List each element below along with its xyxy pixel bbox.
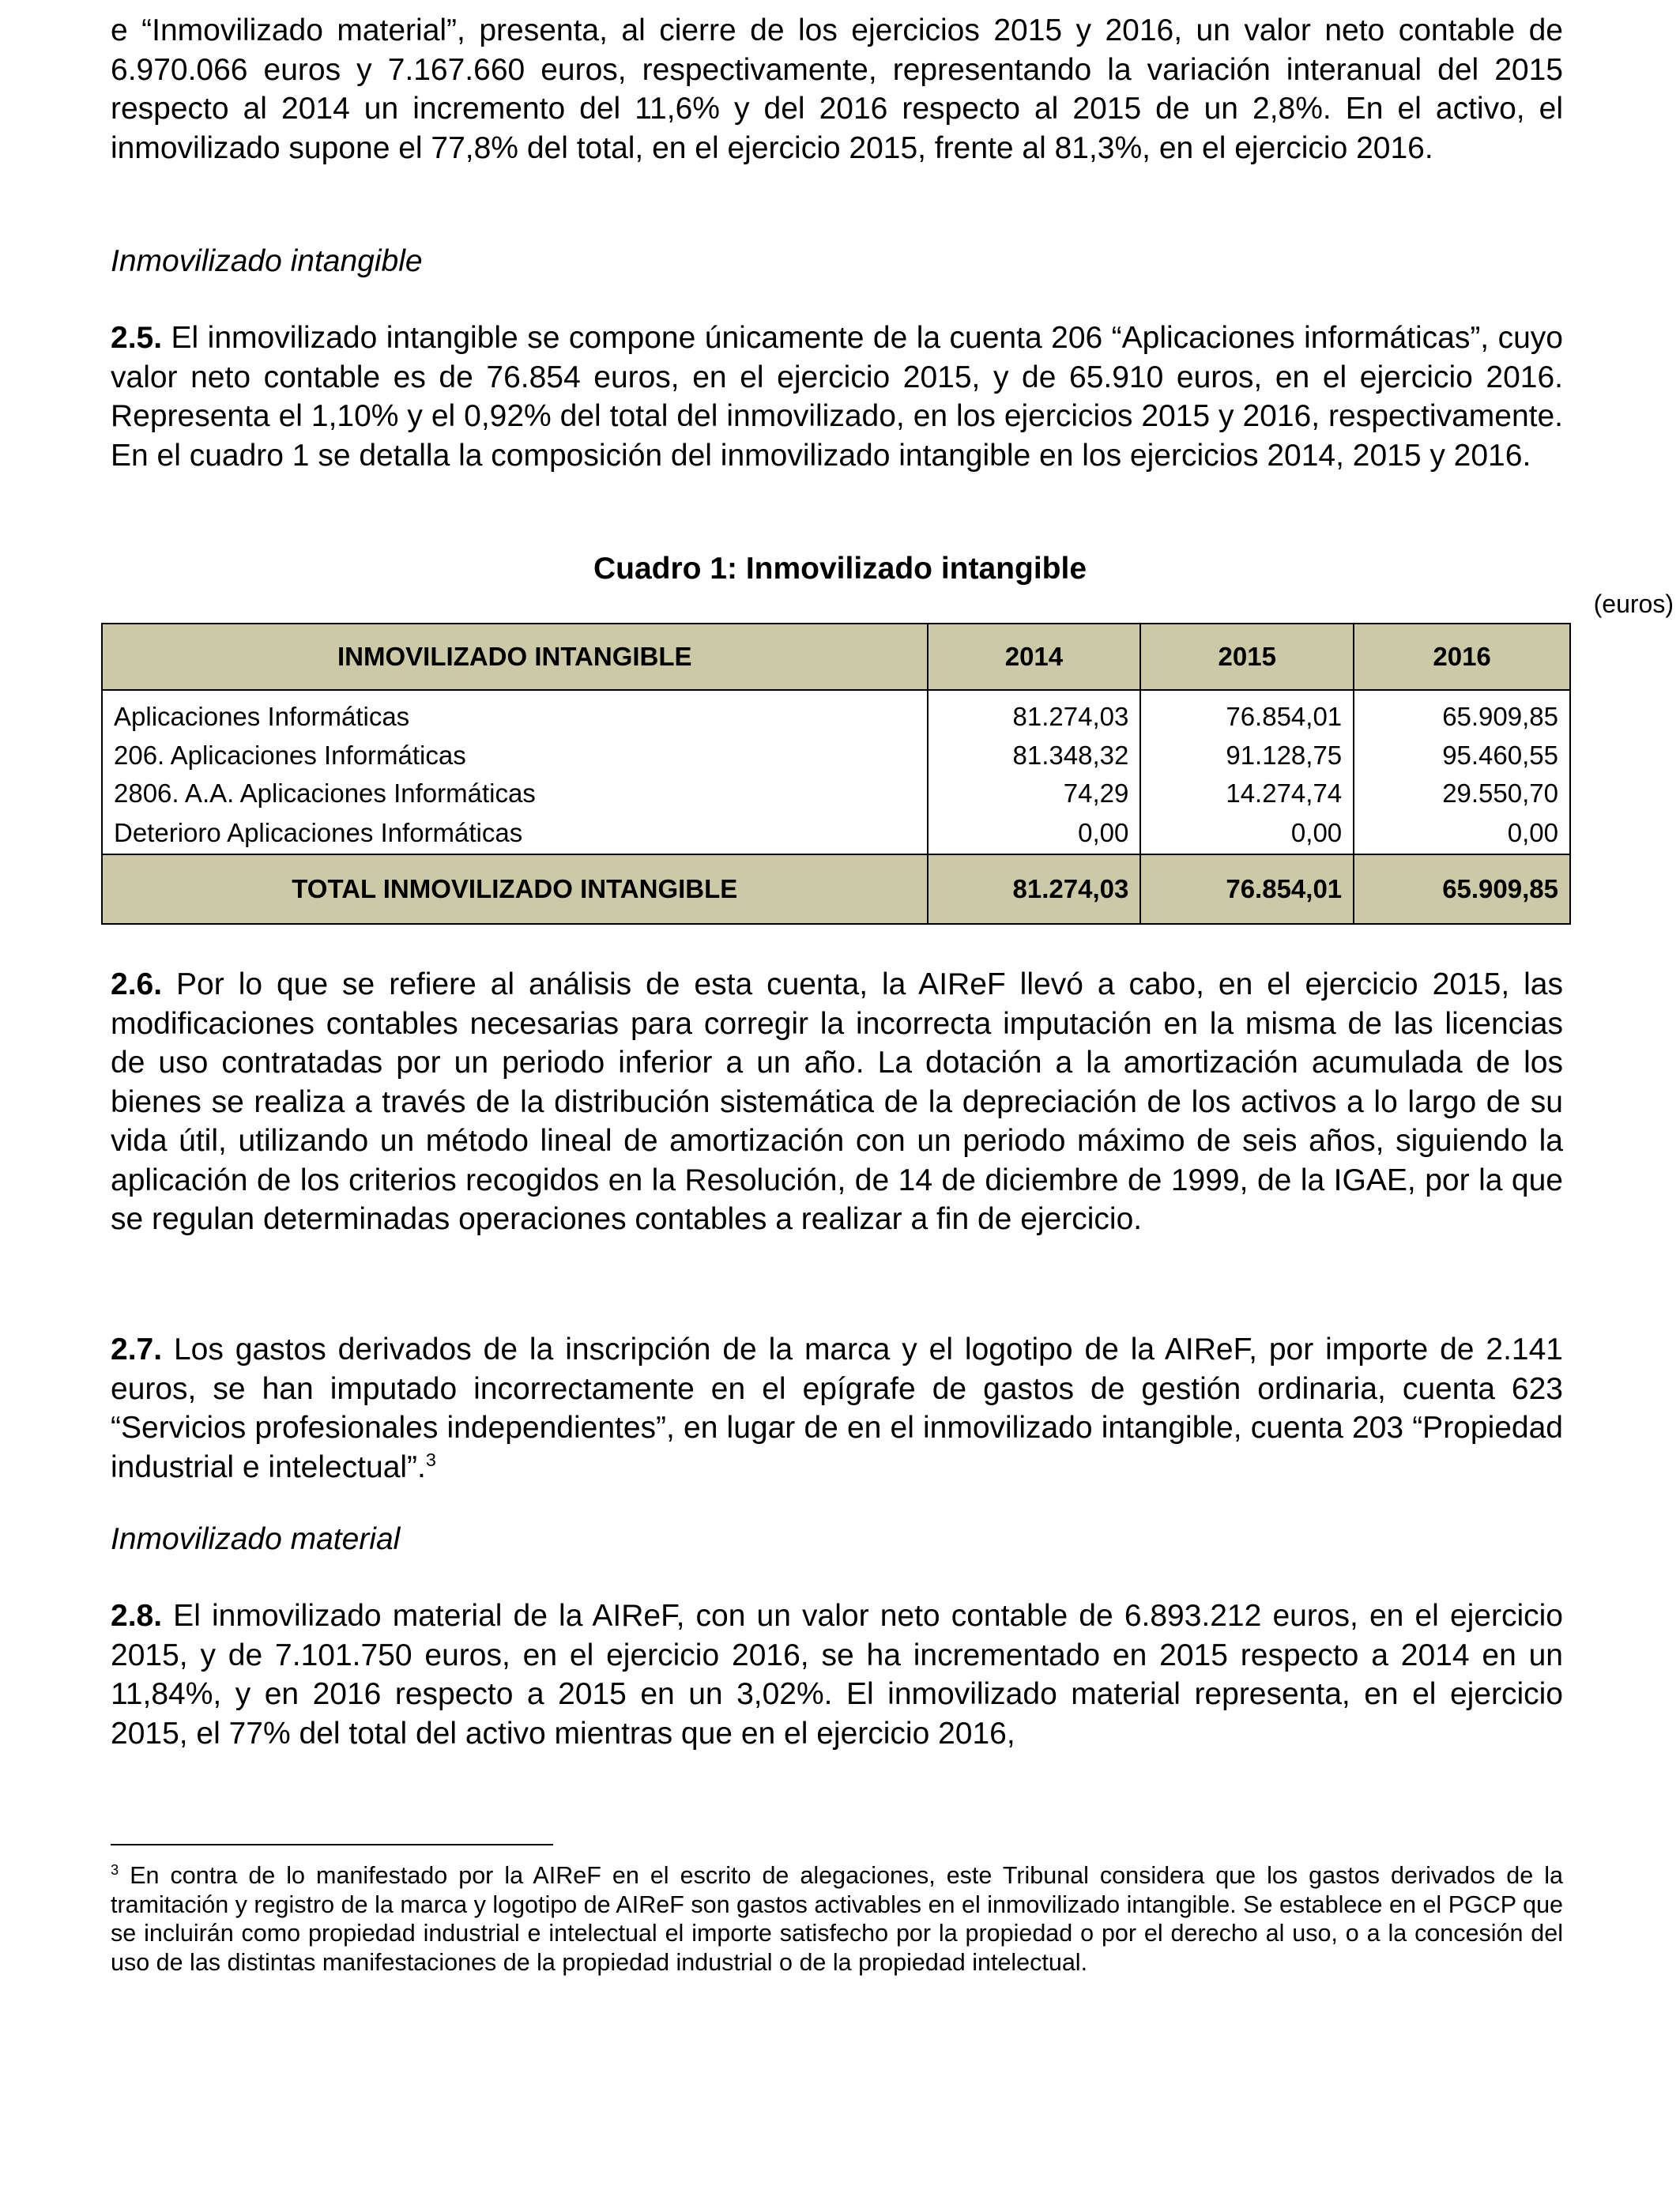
- value-2015: 91.128,75: [1140, 737, 1354, 775]
- paragraph-2-6: [111, 965, 1563, 1239]
- paragraph-number: 2.7.: [111, 1333, 163, 1367]
- value-2014: 81.348,32: [928, 737, 1141, 775]
- paragraph-text: El inmovilizado intangible se compone únicamente de la cuenta 206 “Aplicaciones informáticas”, cuyo valor neto contable es de 76.854 euros, en el ejercicio 2015, y de 65.910 euros, en el ejercicio 2016. Representa el 1,10% y el 0,92% del total del inmovilizado, en los ejercicios 2015 y 2016, respectivamente. En el cuadro 1 se detalla la composición del inmovilizado intangible en los ejercicios 2014, 2015 y 2016.: [111, 321, 1563, 473]
- intangible-assets-table: [101, 623, 1571, 925]
- header-2015: 2015: [1140, 624, 1354, 690]
- value-2016: 95.460,55: [1354, 737, 1570, 775]
- table-title: Cuadro 1: Inmovilizado intangible: [593, 552, 1087, 586]
- value-2014: 0,00: [928, 812, 1141, 854]
- header-concept: INMOVILIZADO INTANGIBLE: [102, 624, 928, 690]
- total-2015: 76.854,01: [1140, 854, 1354, 924]
- total-2014: 81.274,03: [928, 854, 1141, 924]
- row-label: 2806. A.A. Aplicaciones Informáticas: [102, 775, 928, 812]
- value-2015: 76.854,01: [1140, 690, 1354, 737]
- footnote-number: 3: [111, 1860, 119, 1878]
- paragraph-number: 2.5.: [111, 321, 163, 355]
- paragraph-text: Los gastos derivados de la inscripción de la marca y el logotipo de la AIReF, por importe de 2.141 euros, se han imputado incorrectamente en el epígrafe de gastos de gestión ordinaria, cuenta 623 “Servicios profesionales independientes”, en lugar de en el inmovilizado intangible, cuenta 203 “Propiedad industrial e intelectual”.: [111, 1333, 1563, 1484]
- paragraph-2-7: [111, 1330, 1563, 1487]
- table-row: [102, 775, 1570, 812]
- row-label: 206. Aplicaciones Informáticas: [102, 737, 928, 775]
- total-2016: 65.909,85: [1354, 854, 1570, 924]
- table-row: [102, 737, 1570, 775]
- table-total-row: [102, 854, 1570, 924]
- paragraph-2-8: [111, 1596, 1563, 1753]
- intro-paragraph: e “Inmovilizado material”, presenta, al cierre de los ejercicios 2015 y 2016, un valor neto contable de 6.970.066 euros y 7.167.660 euros, respectivamente, representando la variación interanual del 2015 respecto al 2014 un incremento del 11,6% y del 2016 respecto al 2015 de un 2,8%. En el activo, el inmovilizado supone el 77,8% del total, en el ejercicio 2015, frente al 81,3%, en el ejercicio 2016.: [111, 13, 1563, 165]
- header-2016: 2016: [1354, 624, 1570, 690]
- paragraph-text: El inmovilizado material de la AIReF, con un valor neto contable de 6.893.212 euros, en el ejercicio 2015, y de 7.101.750 euros, en el ejercicio 2016, se ha incrementado en 2015 respecto a 2014 en un 11,84%, y en 2016 respecto a 2015 en un 3,02%. El inmovilizado material representa, en el ejercicio 2015, el 77% del total del activo mientras que en el ejercicio 2016,: [111, 1599, 1563, 1751]
- row-label: Deterioro Aplicaciones Informáticas: [102, 812, 928, 854]
- section-heading-material: Inmovilizado material: [111, 1522, 401, 1556]
- footnote-3: [111, 1861, 1563, 1977]
- value-2016: 65.909,85: [1354, 690, 1570, 737]
- paragraph-text: Por lo que se refiere al análisis de esta cuenta, la AIReF llevó a cabo, en el ejercicio 2015, las modificaciones contables necesarias para corregir la incorrecta imputación en la misma de las licencias de uso contratadas por un periodo inferior a un año. La dotación a la amortización acumulada de los bienes se realiza a través de la distribución sistemática de la depreciación de los activos a lo largo de su vida útil, utilizando un método lineal de amortización con un periodo máximo de seis años, siguiendo la aplicación de los criterios recogidos en la Resolución, de 14 de diciembre de 1999, de la IGAE, por la que se regulan determinadas operaciones contables a realizar a fin de ejercicio.: [111, 967, 1563, 1236]
- footnote-text: En contra de lo manifestado por la AIReF en el escrito de alegaciones, este Tribunal considera que los gastos derivados de la tramitación y registro de la marca y logotipo de AIReF son gastos activables en el inmovilizado intangible. Se establece en el PGCP que se incluirán como propiedad industrial e intelectual el importe satisfecho por la propiedad o por el derecho al uso, o a la concesión del uso de las distintas manifestaciones de la propiedad industrial o de la propiedad intelectual.: [111, 1862, 1563, 1976]
- value-2015: 14.274,74: [1140, 775, 1354, 812]
- value-2014: 81.274,03: [928, 690, 1141, 737]
- value-2016: 29.550,70: [1354, 775, 1570, 812]
- value-2015: 0,00: [1140, 812, 1354, 854]
- value-2016: 0,00: [1354, 812, 1570, 854]
- table-header-row: [102, 624, 1570, 690]
- table-row: [102, 812, 1570, 854]
- table-row: [102, 690, 1570, 737]
- table-units: (euros): [1593, 590, 1674, 618]
- row-label: Aplicaciones Informáticas: [102, 690, 928, 737]
- value-2014: 74,29: [928, 775, 1141, 812]
- paragraph-2-5: [111, 319, 1563, 475]
- header-2014: 2014: [928, 624, 1141, 690]
- section-heading-intangible: Inmovilizado intangible: [111, 244, 423, 278]
- footnote-separator: [111, 1844, 553, 1845]
- footnote-reference[interactable]: 3: [425, 1449, 436, 1470]
- paragraph-number: 2.8.: [111, 1599, 163, 1633]
- total-label: TOTAL INMOVILIZADO INTANGIBLE: [102, 854, 928, 924]
- paragraph-number: 2.6.: [111, 967, 163, 1001]
